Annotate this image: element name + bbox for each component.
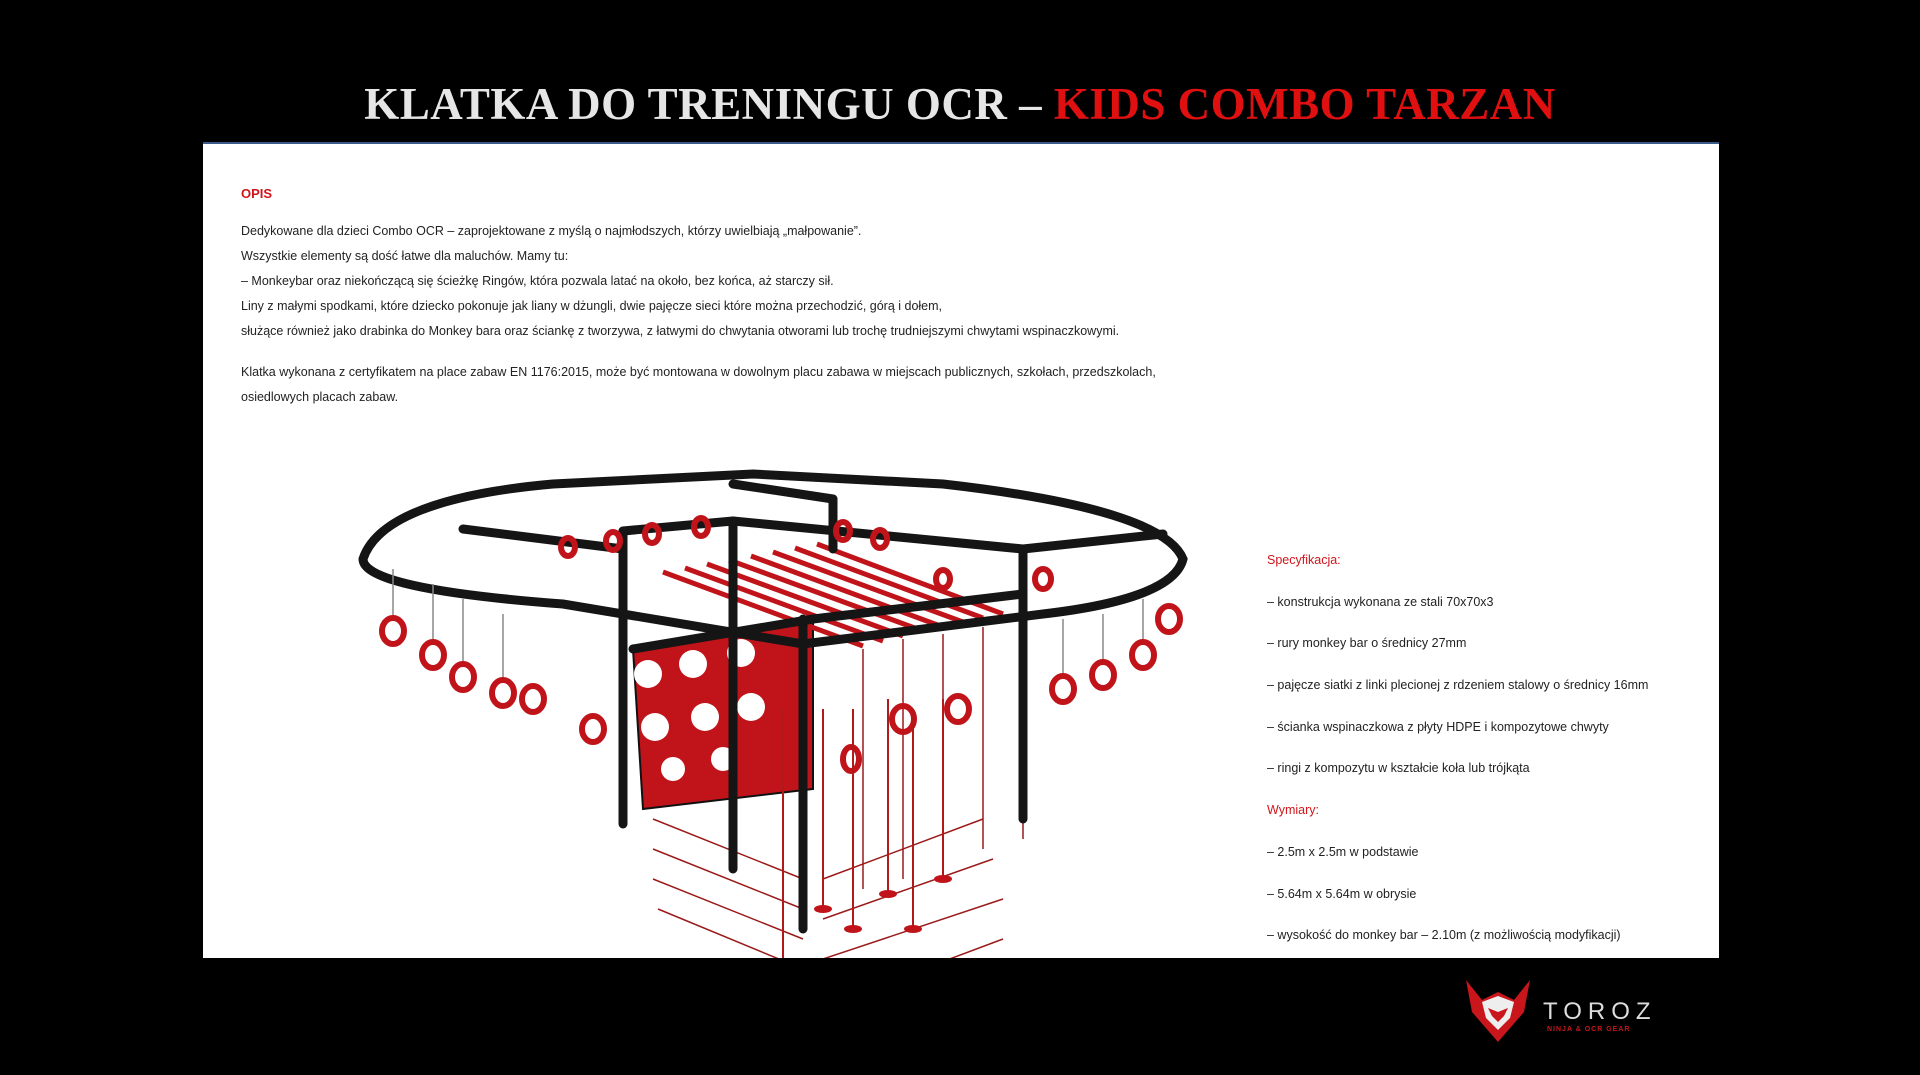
- spec-heading: Specyfikacja:: [1267, 553, 1341, 567]
- brand-tagline: NINJA & OCR GEAR: [1547, 1026, 1631, 1033]
- title-main: KLATKA DO TRENINGU OCR –: [364, 79, 1054, 129]
- spec-item: – rury monkey bar o średnicy 27mm: [1267, 636, 1467, 651]
- content-panel: [203, 142, 1719, 958]
- description-line: Klatka wykonana z certyfikatem na place zabaw EN 1176:2015, może być montowana w dowolnym placu zabawa w miejscach publicznych, szkołach, przedszkolach,: [241, 365, 1156, 379]
- spec-item: – ringi z kompozytu w kształcie koła lub trójkąta: [1267, 761, 1530, 776]
- description-line: Dedykowane dla dzieci Combo OCR – zaprojektowane z myślą o najmłodszych, którzy uwielbiają „małpowanie”.: [241, 224, 862, 238]
- dims-item: – 2.5m x 2.5m w podstawie: [1267, 844, 1419, 859]
- brand-name: TOROZ: [1543, 998, 1657, 1025]
- specification-list: [1267, 550, 1707, 958]
- page-title: [0, 78, 1920, 130]
- description-line: służące również jako drabinka do Monkey bara oraz ściankę z tworzywa, z łatwymi do chwytania otworami lub trochę trudniejszymi chwytami wspinaczkowymi.: [241, 324, 1120, 338]
- toroz-logo-icon: [1462, 978, 1534, 1044]
- description-line: Wszystkie elementy są dość łatwe dla maluchów. Mamy tu:: [241, 249, 569, 263]
- dims-heading: Wymiary:: [1267, 803, 1319, 818]
- title-product-name: KIDS COMBO TARZAN: [1053, 79, 1556, 129]
- description-text: [241, 219, 1241, 410]
- description-line: Liny z małymi spodkami, które dziecko pokonuje jak liany w dżungli, dwie pajęcze sieci które można przechodzić, górą i dołem,: [241, 299, 943, 313]
- spec-item: – ścianka wspinaczkowa z płyty HDPE i kompozytowe chwyty: [1267, 719, 1609, 734]
- description-heading: OPIS: [241, 186, 273, 201]
- description-line: – Monkeybar oraz niekończącą się ścieżkę Ringów, która pozwala latać na około, bez końca, aż starczy sił.: [241, 274, 834, 288]
- description-line: osiedlowych placach zabaw.: [241, 390, 399, 404]
- dims-item: – wysokość do monkey bar – 2.10m (z możliwością modyfikacji): [1267, 928, 1621, 943]
- spec-item: – konstrukcja wykonana ze stali 70x70x3: [1267, 594, 1494, 609]
- product-illustration: [303, 409, 1343, 958]
- dims-item: – 5.64m x 5.64m w obrysie: [1267, 886, 1417, 901]
- spec-item: – pajęcze siatki z linki plecionej z rdzeniem stalowy o średnicy 16mm: [1267, 678, 1649, 693]
